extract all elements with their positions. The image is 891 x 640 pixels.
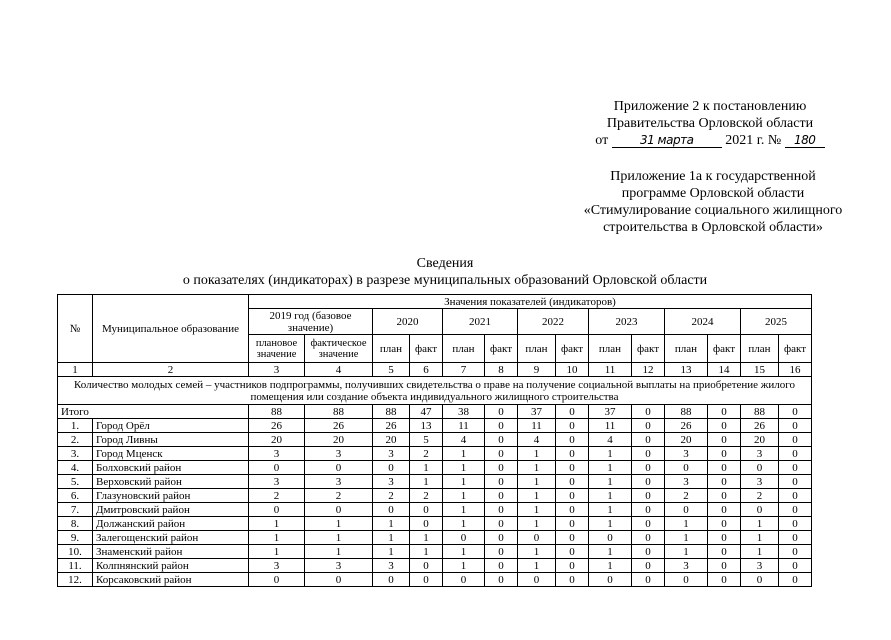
appendix1a-line1: Приложение 1а к государственной [610,169,816,184]
total-value-cell: 47 [410,405,443,419]
value-cell: 1 [410,475,443,489]
value-cell: 0 [708,433,741,447]
value-cell: 0 [485,559,518,573]
municipality-name-cell: Город Ливны [93,433,249,447]
value-cell: 0 [779,447,812,461]
value-cell: 1 [589,447,632,461]
value-cell: 3 [373,447,410,461]
value-cell: 1 [305,531,373,545]
total-value-cell: 0 [708,405,741,419]
value-cell: 26 [665,419,708,433]
value-cell: 0 [443,573,485,587]
value-cell: 0 [779,489,812,503]
value-cell: 2 [410,489,443,503]
value-cell: 0 [556,531,589,545]
value-cell: 3 [741,447,779,461]
value-cell: 3 [373,559,410,573]
row-number-cell: 3. [58,447,93,461]
value-cell: 0 [589,573,632,587]
column-number-cell: 5 [373,363,410,377]
value-cell: 0 [665,461,708,475]
fact-header: факт [779,335,812,363]
title-line2: о показателях (индикаторах) в разрезе муниципальных образований Орловской области [182,273,708,288]
value-cell: 0 [741,573,779,587]
value-cell: 0 [373,461,410,475]
value-cell: 1 [410,461,443,475]
value-cell: 0 [249,503,305,517]
value-cell: 1 [741,517,779,531]
fact-header: факт [556,335,589,363]
value-cell: 3 [665,559,708,573]
row-number-cell: 1. [58,419,93,433]
value-cell: 1 [410,545,443,559]
value-cell: 3 [741,475,779,489]
column-number-cell: 15 [741,363,779,377]
plan-header: план [665,335,708,363]
value-cell: 0 [556,517,589,531]
value-cell: 0 [485,433,518,447]
base-year-header: 2019 год (базовое значение) [249,309,373,335]
municipality-name-cell: Знаменский район [93,545,249,559]
table-row [58,419,812,433]
appendix1a-line2: программе Орловской области [621,186,805,201]
column-number-cell: 3 [249,363,305,377]
value-cell: 1 [249,517,305,531]
year-header: 2024 [665,309,741,335]
value-cell: 11 [443,419,485,433]
value-cell: 0 [632,489,665,503]
value-cell: 2 [410,447,443,461]
value-cell: 1 [373,517,410,531]
column-number-cell: 2 [93,363,249,377]
column-number-cell: 4 [305,363,373,377]
value-cell: 1 [589,517,632,531]
table-row [58,475,812,489]
row-number-cell: 6. [58,489,93,503]
value-cell: 5 [410,433,443,447]
value-cell: 1 [249,545,305,559]
value-cell: 0 [632,545,665,559]
value-cell: 1 [443,461,485,475]
value-cell: 0 [708,419,741,433]
appendix1a-line3: «Стимулирование социального жилищного [583,203,843,218]
total-value-cell: 37 [518,405,556,419]
year-header: 2020 [373,309,443,335]
value-cell: 1 [518,461,556,475]
value-cell: 1 [589,489,632,503]
title-line1: Сведения [416,256,474,271]
value-cell: 0 [410,573,443,587]
value-cell: 0 [741,461,779,475]
value-cell: 1 [589,559,632,573]
value-cell: 0 [556,475,589,489]
value-cell: 26 [305,419,373,433]
year-header: 2023 [589,309,665,335]
value-cell: 1 [589,503,632,517]
value-cell: 20 [249,433,305,447]
value-cell: 0 [632,573,665,587]
value-cell: 0 [632,531,665,545]
plan-header: план [741,335,779,363]
total-label: Итого [58,405,249,419]
value-cell: 0 [779,531,812,545]
year-header: 2021 [443,309,518,335]
value-cell: 0 [410,503,443,517]
indicator-title-row [58,377,812,405]
value-cell: 13 [410,419,443,433]
value-cell: 0 [665,573,708,587]
value-cell: 1 [589,475,632,489]
indicator-line2: помещения или создание объекта индивидуального жилищного строительства [250,390,619,403]
municipality-name-cell: Болховский район [93,461,249,475]
table-row [58,545,812,559]
municipality-name-cell: Дмитровский район [93,503,249,517]
value-cell: 1 [410,531,443,545]
municipality-name-cell: Город Мценск [93,447,249,461]
value-cell: 3 [249,475,305,489]
column-number-cell: 9 [518,363,556,377]
column-number-cell: 1 [58,363,93,377]
value-cell: 0 [485,461,518,475]
value-cell: 3 [373,475,410,489]
value-cell: 0 [556,447,589,461]
value-cell: 1 [518,475,556,489]
value-cell: 0 [665,503,708,517]
row-number-cell: 4. [58,461,93,475]
value-cell: 2 [741,489,779,503]
value-cell: 1 [443,517,485,531]
table-row [58,489,812,503]
municipality-name-cell: Должанский район [93,517,249,531]
value-cell: 0 [779,559,812,573]
row-number-cell: 9. [58,531,93,545]
appendix2-line1: Приложение 2 к постановлению [613,99,807,114]
actual-value-header: фактическое значение [305,335,373,363]
value-cell: 0 [485,489,518,503]
value-cell: 0 [518,531,556,545]
value-cell: 1 [373,531,410,545]
total-value-cell: 88 [665,405,708,419]
total-row [58,405,812,419]
value-cell: 0 [741,503,779,517]
value-cell: 1 [518,503,556,517]
value-cell: 20 [373,433,410,447]
value-cell: 2 [373,489,410,503]
value-cell: 0 [779,517,812,531]
value-cell: 26 [373,419,410,433]
row-number-cell: 10. [58,545,93,559]
column-number-cell: 6 [410,363,443,377]
value-cell: 0 [373,573,410,587]
value-cell: 0 [556,573,589,587]
value-cell: 4 [518,433,556,447]
resolution-date-line [560,132,860,149]
value-cell: 0 [779,419,812,433]
value-cell: 0 [485,419,518,433]
value-cell: 0 [708,503,741,517]
value-cell: 0 [632,475,665,489]
value-cell: 0 [632,559,665,573]
value-cell: 0 [779,433,812,447]
table-row [58,503,812,517]
indicator-line1: Количество молодых семей – участников подпрограммы, получивших свидетельства о праве на получение социальной выплаты на приобретение жилого [73,378,796,391]
plan-header: план [518,335,556,363]
value-cell: 0 [518,573,556,587]
indicators-table [57,294,812,587]
value-cell: 0 [485,503,518,517]
value-cell: 26 [249,419,305,433]
value-cell: 11 [589,419,632,433]
total-value-cell: 0 [632,405,665,419]
value-cell: 1 [518,559,556,573]
total-value-cell: 0 [485,405,518,419]
value-cell: 26 [741,419,779,433]
plan-header: план [443,335,485,363]
handwritten-number: 180 [785,133,825,148]
column-number-cell: 12 [632,363,665,377]
plan-header: план [373,335,410,363]
value-cell: 0 [632,447,665,461]
row-number-cell: 12. [58,573,93,587]
value-cell: 0 [632,419,665,433]
value-cell: 0 [485,573,518,587]
values-group-header: Значения показателей (индикаторов) [249,295,812,309]
value-cell: 0 [373,503,410,517]
fact-header: факт [632,335,665,363]
value-cell: 1 [305,545,373,559]
value-cell: 3 [665,447,708,461]
appendix1a-header [548,168,878,236]
value-cell: 1 [665,545,708,559]
row-number-cell: 8. [58,517,93,531]
value-cell: 0 [632,517,665,531]
municipality-name-cell: Город Орёл [93,419,249,433]
column-numbers-row [58,363,812,377]
value-cell: 3 [665,475,708,489]
value-cell: 0 [556,489,589,503]
value-cell: 0 [708,447,741,461]
value-cell: 1 [518,489,556,503]
year-header: 2022 [518,309,589,335]
value-cell: 0 [485,531,518,545]
row-number-cell: 2. [58,433,93,447]
value-cell: 1 [665,531,708,545]
value-cell: 20 [305,433,373,447]
col-municipality-header: Муниципальное образование [93,295,249,363]
appendix1a-line4: строительства в Орловской области» [603,220,823,235]
fact-header: факт [410,335,443,363]
value-cell: 1 [305,517,373,531]
municipality-name-cell: Корсаковский район [93,573,249,587]
column-number-cell: 13 [665,363,708,377]
fact-header: факт [708,335,741,363]
value-cell: 1 [443,489,485,503]
value-cell: 11 [518,419,556,433]
value-cell: 0 [708,475,741,489]
value-cell: 0 [556,433,589,447]
value-cell: 0 [485,517,518,531]
plan-header: план [589,335,632,363]
value-cell: 0 [708,573,741,587]
value-cell: 0 [485,447,518,461]
column-number-cell: 11 [589,363,632,377]
value-cell: 3 [305,475,373,489]
value-cell: 0 [485,475,518,489]
value-cell: 0 [305,461,373,475]
value-cell: 1 [665,517,708,531]
column-number-cell: 10 [556,363,589,377]
value-cell: 1 [443,503,485,517]
value-cell: 1 [518,545,556,559]
municipality-name-cell: Колпнянский район [93,559,249,573]
column-number-cell: 8 [485,363,518,377]
value-cell: 1 [741,531,779,545]
value-cell: 0 [249,573,305,587]
value-cell: 1 [373,545,410,559]
value-cell: 1 [741,545,779,559]
document-title [120,255,770,289]
table-row [58,447,812,461]
value-cell: 3 [249,559,305,573]
value-cell: 1 [249,531,305,545]
value-cell: 0 [305,573,373,587]
value-cell: 0 [556,545,589,559]
row-number-cell: 5. [58,475,93,489]
year-header: 2025 [741,309,812,335]
total-value-cell: 88 [249,405,305,419]
value-cell: 0 [708,461,741,475]
row-number-cell: 11. [58,559,93,573]
value-cell: 1 [443,545,485,559]
municipality-name-cell: Верховский район [93,475,249,489]
value-cell: 0 [779,461,812,475]
total-value-cell: 88 [305,405,373,419]
value-cell: 3 [305,447,373,461]
value-cell: 20 [741,433,779,447]
column-number-cell: 16 [779,363,812,377]
value-cell: 3 [305,559,373,573]
value-cell: 0 [305,503,373,517]
table-row [58,531,812,545]
municipality-name-cell: Глазуновский район [93,489,249,503]
total-value-cell: 0 [779,405,812,419]
value-cell: 4 [589,433,632,447]
column-number-cell: 14 [708,363,741,377]
value-cell: 1 [443,559,485,573]
year-text: 2021 г. № [725,133,782,148]
total-value-cell: 88 [373,405,410,419]
value-cell: 2 [665,489,708,503]
value-cell: 0 [632,503,665,517]
value-cell: 0 [556,559,589,573]
table-header-row [58,295,812,309]
total-value-cell: 37 [589,405,632,419]
value-cell: 0 [708,545,741,559]
municipality-name-cell: Залегощенский район [93,531,249,545]
value-cell: 0 [556,461,589,475]
col-no-header: № [58,295,93,363]
value-cell: 0 [708,489,741,503]
fact-header: факт [485,335,518,363]
value-cell: 0 [779,475,812,489]
value-cell: 0 [708,531,741,545]
value-cell: 0 [410,517,443,531]
value-cell: 0 [779,573,812,587]
value-cell: 3 [741,559,779,573]
appendix2-line2: Правительства Орловской области [606,116,814,131]
value-cell: 0 [410,559,443,573]
value-cell: 0 [632,433,665,447]
date-prefix: от [595,133,609,148]
total-value-cell: 0 [556,405,589,419]
value-cell: 0 [589,531,632,545]
value-cell: 2 [249,489,305,503]
table-row [58,559,812,573]
handwritten-date: 31 марта [612,133,722,148]
value-cell: 0 [708,559,741,573]
value-cell: 1 [443,475,485,489]
value-cell: 0 [485,545,518,559]
table-row [58,433,812,447]
value-cell: 20 [665,433,708,447]
row-number-cell: 7. [58,503,93,517]
value-cell: 0 [443,531,485,545]
value-cell: 0 [556,419,589,433]
table-row [58,517,812,531]
value-cell: 0 [632,461,665,475]
total-value-cell: 88 [741,405,779,419]
value-cell: 0 [556,503,589,517]
indicator-title [58,377,812,405]
value-cell: 0 [249,461,305,475]
value-cell: 1 [518,517,556,531]
value-cell: 2 [305,489,373,503]
planned-value-header: плановое значение [249,335,305,363]
column-number-cell: 7 [443,363,485,377]
value-cell: 1 [443,447,485,461]
table-row [58,461,812,475]
value-cell: 3 [249,447,305,461]
value-cell: 1 [589,545,632,559]
value-cell: 0 [779,503,812,517]
value-cell: 4 [443,433,485,447]
value-cell: 0 [779,545,812,559]
value-cell: 0 [708,517,741,531]
value-cell: 1 [518,447,556,461]
total-value-cell: 38 [443,405,485,419]
appendix2-header [560,98,860,149]
value-cell: 1 [589,461,632,475]
table-row [58,573,812,587]
